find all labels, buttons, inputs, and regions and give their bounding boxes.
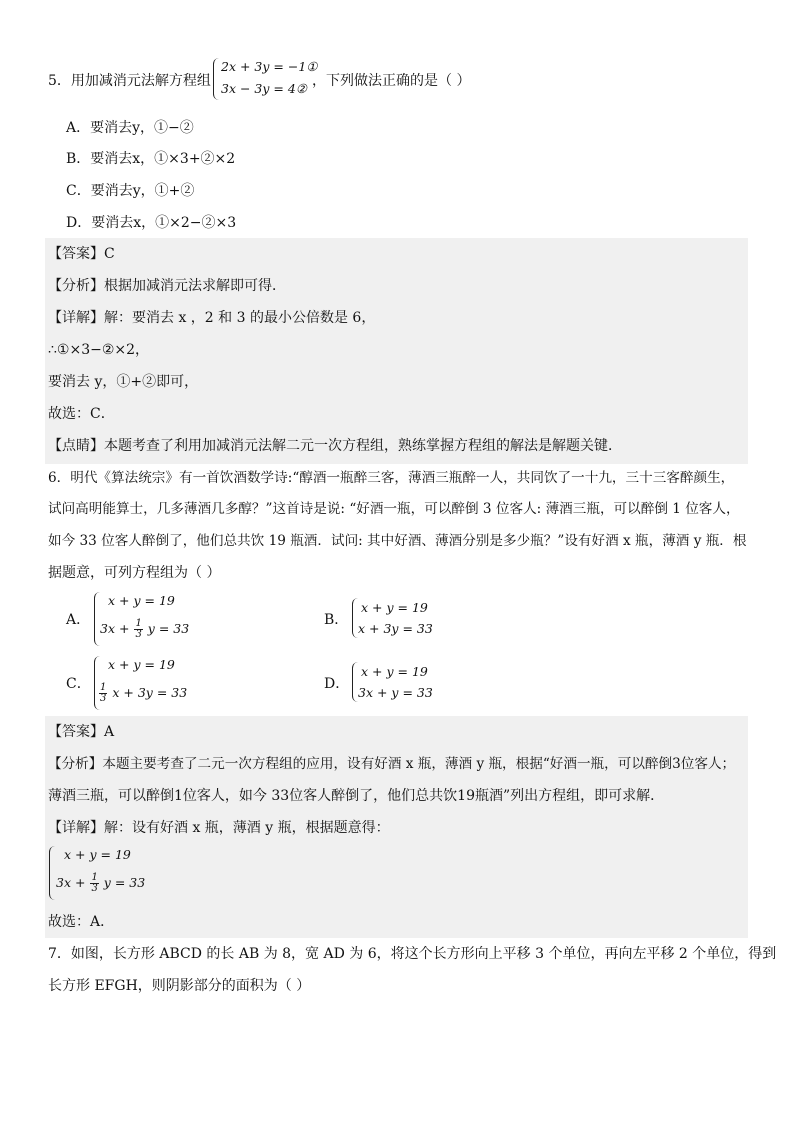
q5-comment: 【点睛】本题考查了利用加减消元法解二元一次方程组，熟练掌握方程组的解法是解题关键． bbox=[48, 438, 622, 454]
q6-stem-1: 6．明代《算法统宗》有一首饮酒数学诗:“醇酒一瓶醉三客，薄酒三瓶醉一人，共同饮了一十九，三十三客醉颜生， bbox=[48, 470, 735, 486]
q6-option-b-eq2: x + 3y = 33 bbox=[358, 621, 433, 636]
q5-option-d: D．要消去x，①×2−②×3 bbox=[66, 215, 237, 231]
q6-option-c-eq1: x + y = 19 bbox=[108, 657, 175, 672]
q6-detail-1: 【详解】解：设有好酒 x 瓶，薄酒 y 瓶，根据题意得： bbox=[48, 820, 390, 836]
q6-option-c-label: C． bbox=[66, 676, 91, 692]
fraction-denominator: 3 bbox=[135, 629, 142, 640]
q6-option-a-eq2-pre: 3x + bbox=[100, 621, 130, 636]
q6-option-d-eq1: x + y = 19 bbox=[361, 664, 428, 679]
q6-option-a-eq2 bbox=[100, 619, 189, 640]
q6-option-a-eq2-post: y = 33 bbox=[147, 621, 190, 636]
q6-answer: 【答案】A bbox=[48, 724, 115, 740]
q5-stem-suffix: ，下列做法正确的是（ ） bbox=[312, 73, 471, 89]
q6-option-b-label: B． bbox=[324, 612, 349, 628]
q5-detail-3: 要消去 y，①+②即可， bbox=[48, 374, 199, 390]
q6-solution-fraction bbox=[90, 873, 98, 894]
q6-solution-eq2-post: y = 33 bbox=[103, 875, 146, 890]
q6-option-c-fraction bbox=[99, 683, 107, 704]
q6-analysis-1: 【分析】本题主要考查了二元一次方程组的应用，设有好酒 x 瓶，薄酒 y 瓶，根据“好酒一瓶，可以醉倒3位客人； bbox=[48, 756, 736, 772]
q6-option-b-eq1: x + y = 19 bbox=[361, 600, 428, 615]
q5-eq1: 2x + 3y = −1① bbox=[221, 59, 318, 74]
q6-solution-eq2 bbox=[56, 873, 145, 894]
q5-eq2: 3x − 3y = 4② bbox=[221, 81, 308, 96]
q6-option-c-eq2-post: x + 3y = 33 bbox=[112, 685, 188, 700]
q6-solution-brace bbox=[49, 846, 55, 900]
q6-detail-2: 故选：A． bbox=[48, 914, 115, 930]
q7-stem-1: 7．如图，长方形 ABCD 的长 AB 为 8，宽 AD 为 6，将这个长方形向上平移 3 个单位，再向左平移 2 个单位，得到 bbox=[48, 946, 777, 962]
fraction-numerator: 1 bbox=[91, 872, 98, 883]
q5-option-a: A．要消去y，①−② bbox=[66, 120, 194, 136]
q6-solution-eq2-pre: 3x + bbox=[56, 875, 86, 890]
q5-option-c: C．要消去y，①+② bbox=[66, 183, 195, 199]
q6-option-c-eq2 bbox=[98, 683, 187, 704]
q6-option-a-label: A． bbox=[66, 612, 91, 628]
fraction-numerator: 1 bbox=[135, 618, 142, 629]
q6-analysis-2: 薄酒三瓶，可以醉倒1位客人，如今 33位客人醉倒了，他们总共饮19瓶酒”列出方程组，即可求解． bbox=[48, 788, 665, 804]
q6-stem-3: 如今 33 位客人醉倒了，他们总共饮 19 瓶酒．试问: 其中好酒、薄酒分别是多少瓶？”设有好酒 x 瓶，薄酒 y 瓶．根 bbox=[48, 533, 747, 549]
q6-solution-eq1: x + y = 19 bbox=[64, 847, 131, 862]
q5-analysis: 【分析】根据加减消元法求解即可得． bbox=[48, 278, 286, 294]
q5-stem-prefix: 5．用加减消元法解方程组 bbox=[48, 73, 211, 89]
q6-option-d-label: D． bbox=[324, 676, 350, 692]
q5-detail-4: 故选：C． bbox=[48, 406, 115, 422]
q5-answer: 【答案】C bbox=[48, 246, 115, 262]
q6-stem-2: 试问高明能算士，几多薄酒几多醇？”这首诗是说: “好酒一瓶，可以醉倒 3 位客人: 薄酒三瓶，可以醉倒 1 位客人， bbox=[48, 501, 740, 517]
q7-stem-2: 长方形 EFGH，则阴影部分的面积为（ ） bbox=[48, 978, 311, 994]
q6-option-a-eq1: x + y = 19 bbox=[108, 593, 175, 608]
q6-option-a-fraction bbox=[134, 619, 142, 640]
q5-detail-2: ∴①×3−②×2， bbox=[48, 342, 150, 358]
fraction-denominator: 3 bbox=[100, 693, 107, 704]
q6-stem-4: 据题意，可列方程组为（ ） bbox=[48, 565, 221, 581]
q5-solution-box bbox=[45, 238, 748, 464]
q6-option-d-eq2: 3x + y = 33 bbox=[358, 685, 433, 700]
fraction-denominator: 3 bbox=[91, 883, 98, 894]
q5-option-b: B．要消去x，①×3+②×2 bbox=[66, 151, 236, 167]
q5-detail-1: 【详解】解：要消去 x ，2 和 3 的最小公倍数是 6， bbox=[48, 310, 376, 326]
fraction-numerator: 1 bbox=[100, 682, 107, 693]
q5-system-brace bbox=[213, 58, 219, 100]
